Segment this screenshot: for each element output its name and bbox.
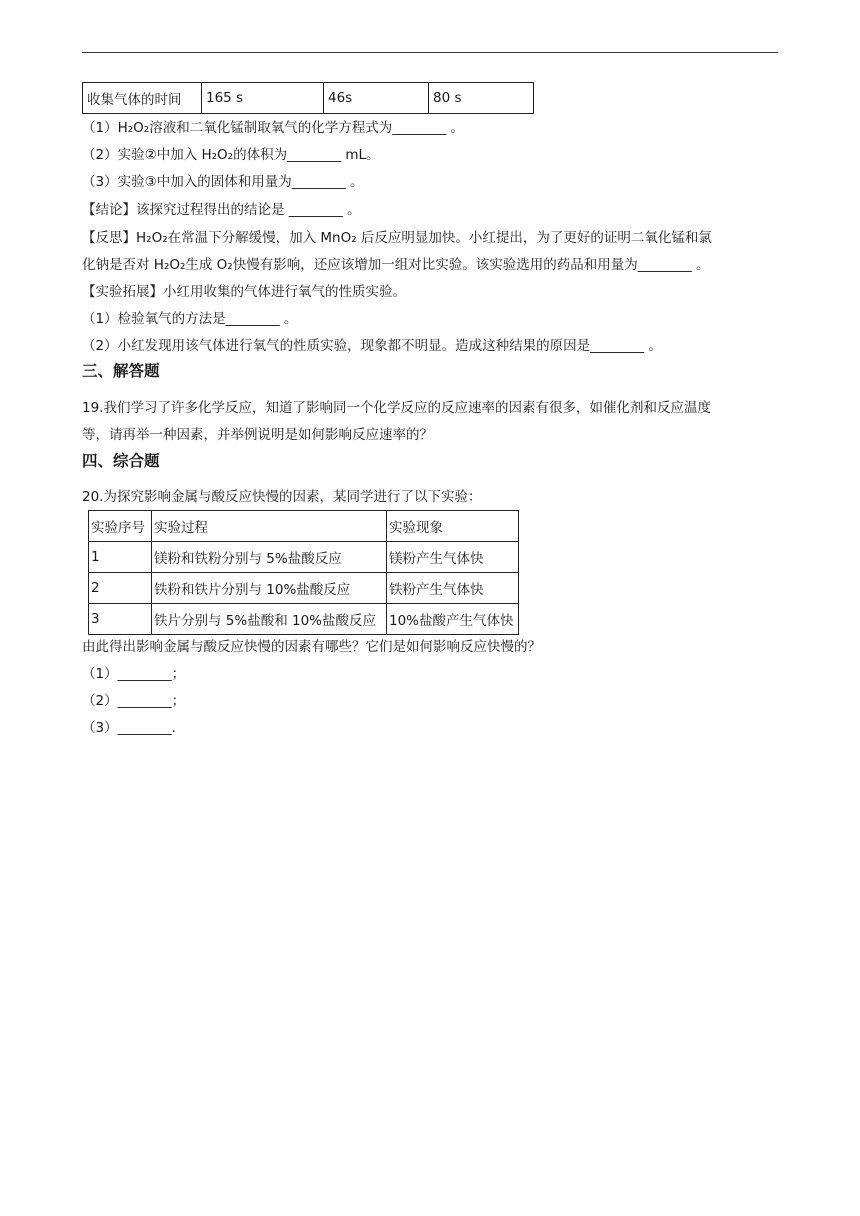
- section-heading-4: 四、综合题: [82, 452, 160, 470]
- table-cell: 铁粉产生气体快: [387, 573, 519, 604]
- question-19-line-2: 等，请再举一种因素，并举例说明是如何影响反应速率的？: [82, 427, 433, 443]
- table-cell: 铁片分别与 5%盐酸和 10%盐酸反应: [152, 604, 387, 635]
- reflection-line-2: 化钠是否对 H₂O₂生成 O₂快慢有影响，还应该增加一组对比实验。该实验选用的药品和用量为________ 。: [82, 257, 710, 273]
- question-19-line-1: 19.我们学习了许多化学反应，知道了影响同一个化学反应的反应速率的因素有很多，如催化剂和反应温度: [82, 400, 711, 416]
- metal-acid-experiment-table: [88, 510, 519, 635]
- gas-collection-time-table: [82, 82, 534, 114]
- extension-q2: （2）小红发现用该气体进行氧气的性质实验，现象都不明显。造成这种结果的原因是________ 。: [82, 338, 662, 354]
- after-table-question: 由此得出影响金属与酸反应快慢的因素有哪些？它们是如何影响反应快慢的？: [82, 639, 541, 655]
- table-cell: 80 s: [429, 83, 534, 114]
- table-header-cell: 实验现象: [387, 511, 519, 542]
- extension-q1: （1）检验氧气的方法是________ 。: [82, 311, 298, 327]
- table-header-cell: 实验过程: [152, 511, 387, 542]
- table-cell: 2: [89, 573, 152, 604]
- question-20: 20.为探究影响金属与酸反应快慢的因素，某同学进行了以下实验：: [82, 489, 482, 505]
- table-cell: 10%盐酸产生气体快: [387, 604, 519, 635]
- table-header-row: [89, 511, 519, 542]
- question-2: （2）实验②中加入 H₂O₂的体积为________ mL。: [82, 147, 380, 163]
- table-header-cell: 实验序号: [89, 511, 152, 542]
- section-heading-3: 三、解答题: [82, 362, 160, 380]
- table-cell: 镁粉产生气体快: [387, 542, 519, 573]
- answer-line-2: （2）________；: [82, 693, 186, 709]
- conclusion: 【结论】该探究过程得出的结论是 ________ 。: [82, 202, 361, 218]
- table-row: [89, 542, 519, 573]
- header-rule: [82, 52, 778, 53]
- table-cell: 3: [89, 604, 152, 635]
- question-3: （3）实验③中加入的固体和用量为________ 。: [82, 174, 364, 190]
- table-cell: 1: [89, 542, 152, 573]
- table-cell: 铁粉和铁片分别与 10%盐酸反应: [152, 573, 387, 604]
- table-cell: 165 s: [202, 83, 324, 114]
- table-row: [89, 604, 519, 635]
- table-cell: 收集气体的时间: [83, 83, 202, 114]
- answer-line-3: （3）________.: [82, 720, 176, 736]
- table-row: [83, 83, 534, 114]
- question-1: （1）H₂O₂溶液和二氧化锰制取氧气的化学方程式为________ 。: [82, 120, 464, 136]
- answer-line-1: （1）________；: [82, 666, 186, 682]
- extension-intro: 【实验拓展】小红用收集的气体进行氧气的性质实验。: [82, 284, 406, 300]
- table-row: [89, 573, 519, 604]
- reflection-line-1: 【反思】H₂O₂在常温下分解缓慢，加入 MnO₂ 后反应明显加快。小红提出，为了更好的证明二氧化锰和氯: [82, 230, 712, 246]
- table-cell: 46s: [324, 83, 429, 114]
- table-cell: 镁粉和铁粉分别与 5%盐酸反应: [152, 542, 387, 573]
